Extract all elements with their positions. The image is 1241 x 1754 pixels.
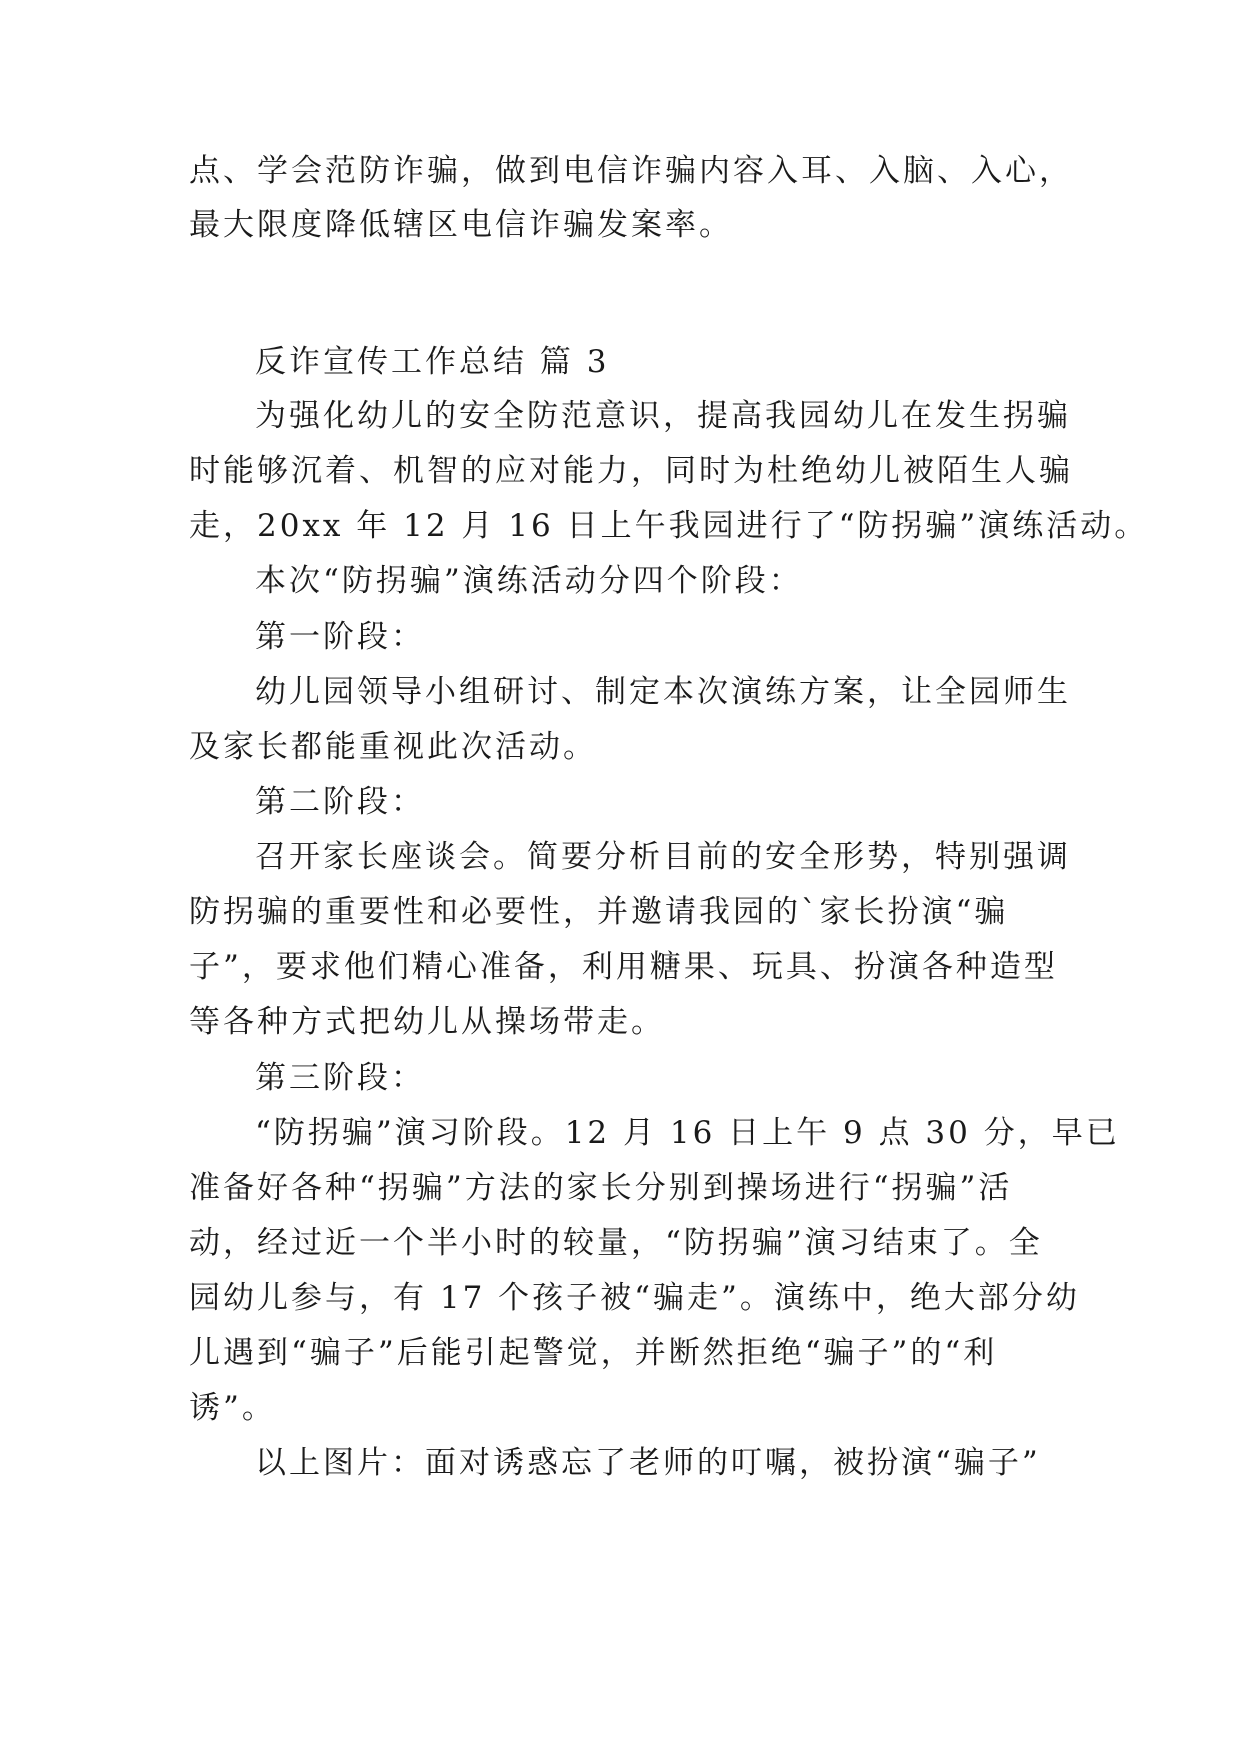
- stage2-heading: 第二阶段：: [255, 784, 425, 820]
- stage3-body-line-2: 准备好各种“拐骗”方法的家长分别到操场进行“拐骗”活: [189, 1170, 1013, 1206]
- intro-paragraph-line-2: 时能够沉着、机智的应对能力，同时为杜绝幼儿被陌生人骗: [189, 453, 1073, 489]
- stages-intro: 本次“防拐骗”演练活动分四个阶段：: [255, 563, 803, 599]
- stage1-body-line-2: 及家长都能重视此次活动。: [189, 729, 597, 765]
- continued-paragraph-line-2: 最大限度降低辖区电信诈骗发案率。: [189, 207, 733, 243]
- intro-paragraph-line-3: 走，20xx 年 12 月 16 日上午我园进行了“防拐骗”演练活动。: [189, 508, 1149, 544]
- stage3-body-line-4: 园幼儿参与，有 17 个孩子被“骗走”。演练中，绝大部分幼: [189, 1280, 1080, 1316]
- stage3-body-line-1: “防拐骗”演习阶段。12 月 16 日上午 9 点 30 分，早已: [255, 1115, 1120, 1151]
- section-title: 反诈宣传工作总结 篇 3: [255, 344, 610, 380]
- stage3-body-line-3: 动，经过近一个半小时的较量，“防拐骗”演习结束了。全: [189, 1225, 1043, 1261]
- intro-paragraph-line-1: 为强化幼儿的安全防范意识，提高我园幼儿在发生拐骗: [255, 398, 1071, 434]
- stage2-body-line-3: 子”，要求他们精心准备，利用糖果、玩具、扮演各种造型: [189, 949, 1058, 985]
- continued-paragraph-line-1: 点、学会范防诈骗，做到电信诈骗内容入耳、入脑、入心，: [189, 153, 1073, 189]
- stage1-body-line-1: 幼儿园领导小组研讨、制定本次演练方案，让全园师生: [255, 674, 1071, 710]
- stage3-body-line-5: 儿遇到“骗子”后能引起警觉，并断然拒绝“骗子”的“利: [189, 1335, 998, 1371]
- stage1-heading: 第一阶段：: [255, 619, 425, 655]
- stage2-body-line-4: 等各种方式把幼儿从操场带走。: [189, 1004, 665, 1040]
- stage2-body-line-2: 防拐骗的重要性和必要性，并邀请我园的`家长扮演“骗: [189, 894, 1009, 930]
- stage3-body-line-6: 诱”。: [189, 1390, 276, 1426]
- stage3-heading: 第三阶段：: [255, 1060, 425, 1096]
- stage2-body-line-1: 召开家长座谈会。简要分析目前的安全形势，特别强调: [255, 839, 1071, 875]
- photo-caption: 以上图片：面对诱惑忘了老师的叮嘱，被扮演“骗子”: [255, 1445, 1041, 1481]
